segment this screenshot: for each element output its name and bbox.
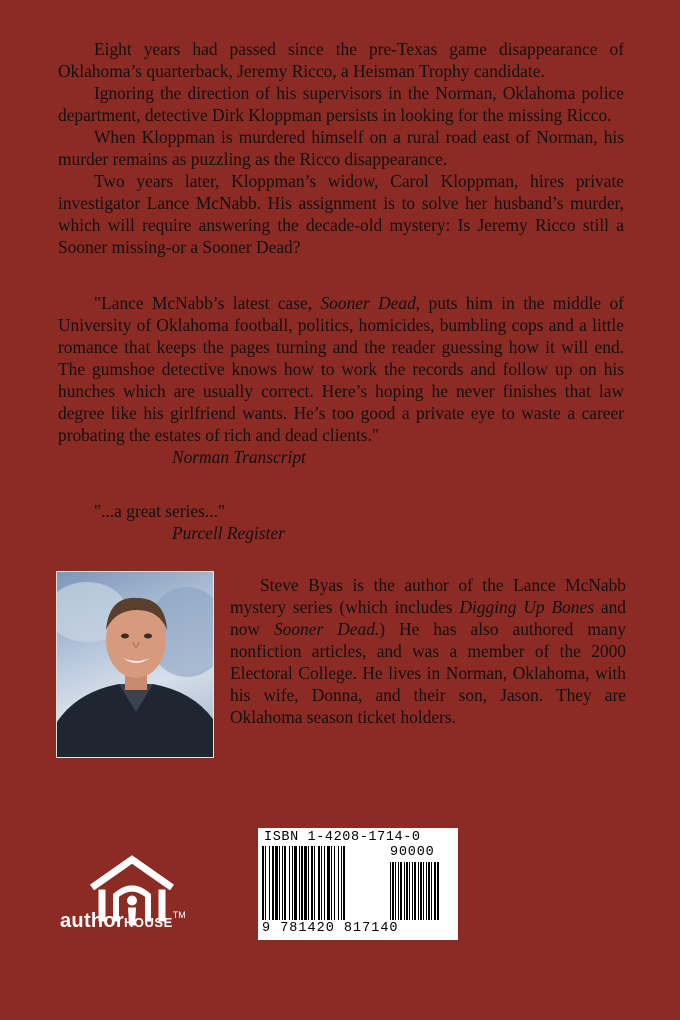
barcode-bar: [262, 846, 264, 920]
barcode-addon-bar: [426, 862, 427, 920]
barcode-bar: [311, 846, 313, 920]
barcode-addon-bar: [390, 862, 391, 920]
barcode-bar: [327, 846, 330, 920]
blurb-paragraph-3: When Kloppman is murdered himself on a rural road east of Norman, his murder remains as puzzling as the Ricco disappearance.: [58, 127, 624, 169]
barcode-addon-bar: [392, 862, 394, 920]
barcode-bar: [341, 846, 342, 920]
blurb-paragraph-1: Eight years had passed since the pre-Texas game disappearance of Oklahoma’s quarterback, Jeremy Ricco, a Heisman Trophy candidate.: [58, 39, 624, 81]
author-bio-text: [230, 574, 626, 728]
barcode-bar: [282, 846, 283, 920]
barcode-bar: [272, 846, 274, 920]
short-review-source: Purcell Register: [172, 523, 285, 543]
barcode-addon-bar: [412, 862, 413, 920]
review-quote-start: "Lance McNabb’s latest case,: [94, 293, 321, 313]
short-review: [58, 500, 624, 544]
blurb-paragraph-2: Ignoring the direction of his supervisors in the Norman, Oklahoma police department, detective Dirk Kloppman persists in looking for the missing Ricco.: [58, 83, 624, 125]
barcode-bar: [284, 846, 286, 920]
barcode-addon-bar: [423, 862, 424, 920]
barcode-addon-bar: [398, 862, 399, 920]
barcode-bar: [308, 846, 309, 920]
publisher-name-author: author: [60, 910, 125, 932]
bio-part-3: ) He has also authored many nonfiction articles, and was a member of the 2000 Electoral College. He lives in Norman, Oklahoma, with his wife, Donna, and their son, Jason. They are Oklahoma season ticket holders.: [230, 619, 626, 727]
review-source: Norman Transcript: [172, 447, 306, 467]
barcode-bar: [324, 846, 325, 920]
bio-part-2: and now: [230, 597, 626, 639]
author-portrait-image: [57, 572, 214, 758]
barcode-bar: [318, 846, 320, 920]
barcode-addon-bar: [418, 862, 419, 920]
bio-book-1: Digging Up Bones: [459, 597, 594, 617]
barcode-bar: [275, 846, 278, 920]
review-quote: [58, 292, 624, 446]
bio-book-2: Sooner Dead.: [273, 619, 380, 639]
barcode-addon-bar: [434, 862, 436, 920]
barcode-addon-bar: [400, 862, 402, 920]
barcode-addon-bar: [414, 862, 416, 920]
barcode-bar: [304, 846, 307, 920]
barcode-bar: [265, 846, 266, 920]
barcode-addon-bar: [406, 862, 408, 920]
barcode-addon-bar: [431, 862, 432, 920]
barcode-bar: [314, 846, 315, 920]
author-photo: [56, 571, 214, 758]
barcode-bar: [269, 846, 270, 920]
blurb: [58, 38, 624, 258]
barcode-bar: [321, 846, 322, 920]
publisher-name-house: HOUSE: [124, 915, 173, 930]
barcode-bar: [301, 846, 303, 920]
barcode: [258, 828, 458, 940]
short-review-quote: "...a great series...": [94, 501, 226, 521]
barcode-bar: [294, 846, 297, 920]
barcode-bar: [279, 846, 280, 920]
blurb-paragraph-4: Two years later, Kloppman’s widow, Carol Kloppman, hires private investigator Lance McNabb. His assignment is to solve her husband’s murder, which will require answering the decade-old mystery: Is Jeremy Ricco still a Sooner missing-or a Sooner Dead?: [58, 171, 624, 257]
price-code: 90000: [390, 845, 435, 860]
barcode-addon-bar: [420, 862, 422, 920]
barcode-bar: [343, 846, 345, 920]
barcode-bar: [338, 846, 339, 920]
barcode-bar: [289, 846, 290, 920]
barcode-addon-bar: [437, 862, 439, 920]
barcode-bars-icon: [262, 846, 454, 922]
barcode-addon-bar: [404, 862, 405, 920]
review: [58, 292, 624, 468]
barcode-addon-bar: [395, 862, 396, 920]
barcode-bar: [299, 846, 300, 920]
review-quote-end: , puts him in the middle of University of Oklahoma football, politics, homicides, bumbling cops and a little romance that keeps the pages turning and the reader guessing how it will end. The gumshoe detective knows how to work the records and follow up on his hunches which are usually correct. Here’s hoping he never finishes that law degree like his girlfriend wants. He’s too good a private eye to waste a career probating the estates of rich and dead clients.": [58, 293, 624, 445]
review-quote-title: Sooner Dead: [320, 293, 416, 313]
barcode-bar: [334, 846, 335, 920]
barcode-bar: [331, 846, 332, 920]
trademark-mark: TM: [172, 910, 186, 920]
isbn-number: ISBN 1-4208-1714-0: [264, 830, 421, 845]
barcode-bar: [292, 846, 293, 920]
barcode-digits: 9 781420 817140: [262, 921, 399, 936]
author-bio: [230, 574, 626, 728]
bio-part-1: Steve Byas is the author of the Lance McNabb mystery series (which includes: [230, 575, 626, 617]
publisher-name: [60, 910, 230, 933]
barcode-addon-bar: [428, 862, 430, 920]
barcode-addon-bar: [409, 862, 410, 920]
